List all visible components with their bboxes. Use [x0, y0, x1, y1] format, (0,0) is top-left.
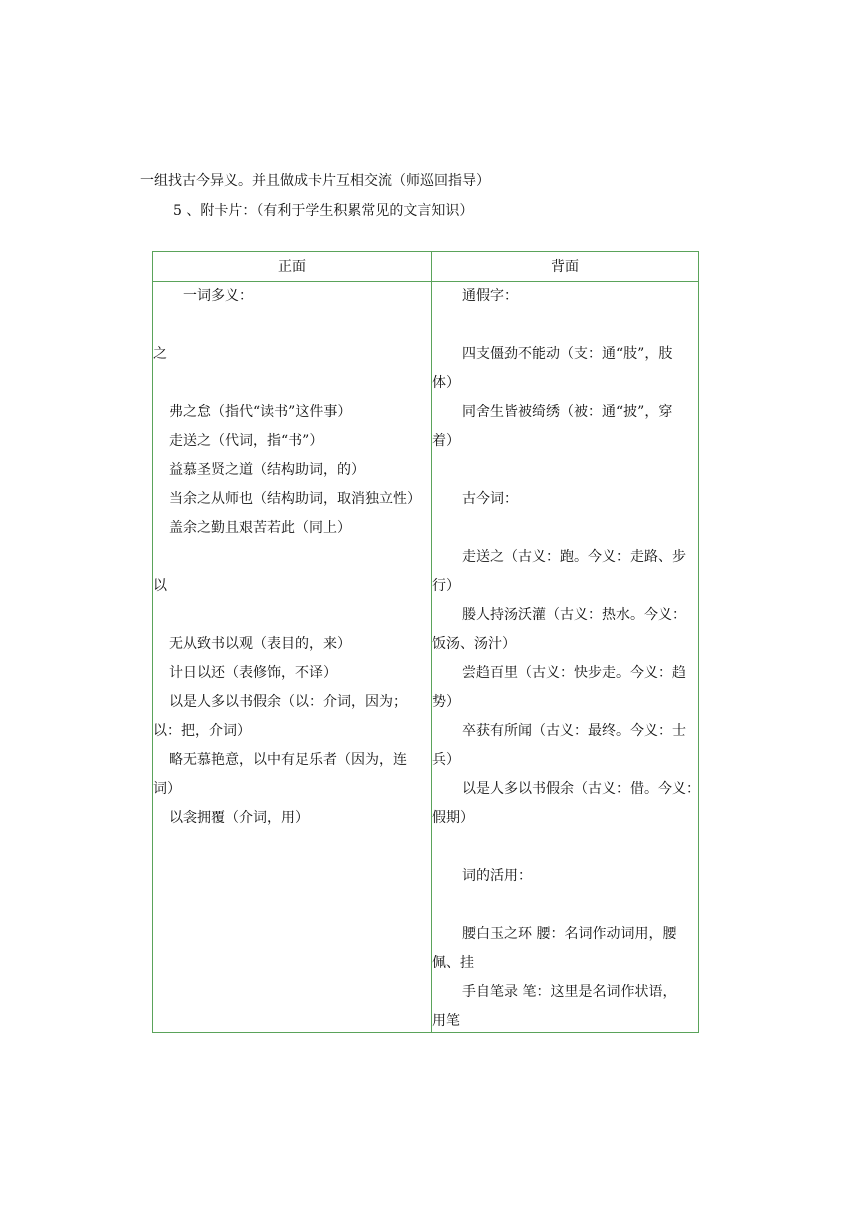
yi-item: 以是人多以书假余（以：介词，因为；	[169, 694, 407, 710]
zhi-item: 当余之从师也（结构助词，取消独立性）	[169, 491, 421, 507]
gujin-item: 尝趋百里（古义：快步走。今义：趋	[462, 665, 686, 681]
gujin-item-continued: 假期）	[432, 810, 474, 826]
yi-label: 以	[153, 578, 167, 594]
gujin-item-continued: 兵）	[432, 752, 460, 768]
header-back: 背面	[551, 259, 579, 275]
gujin-item-continued: 行）	[432, 578, 460, 594]
tongjia-item-continued: 着）	[432, 433, 460, 449]
yi-item: 以衾拥覆（介词，用）	[169, 810, 309, 826]
yi-item: 无从致书以观（表目的，来）	[169, 636, 351, 652]
gujin-item-continued: 势）	[432, 694, 460, 710]
zhi-item: 走送之（代词，指“书”）	[169, 433, 324, 449]
tongjia-item-continued: 体）	[432, 375, 460, 391]
huoyong-item: 腰白玉之环 腰：名词作动词用，腰	[462, 926, 677, 942]
huoyong-item-continued: 用笔	[432, 1013, 460, 1029]
back-column	[432, 282, 698, 1032]
gujin-item: 卒获有所闻（古义：最终。今义：士	[462, 723, 686, 739]
huoyong-item: 手自笔录 笔：这里是名词作状语，	[462, 984, 677, 1000]
huoyong-item-continued: 佩、挂	[432, 955, 474, 971]
gujin-item-continued: 饭汤、汤汁）	[432, 636, 516, 652]
polysemy-heading: 一词多义：	[183, 288, 253, 304]
yi-item-continued: 以：把，介词）	[153, 723, 251, 739]
intro-line: 一组找古今异义。并且做成卡片互相交流（师巡回指导）	[140, 173, 490, 189]
zhi-item: 盖余之勤且艰苦若此（同上）	[169, 520, 351, 536]
yi-item: 略无慕艳意，以中有足乐者（因为，连	[169, 752, 407, 768]
header-front: 正面	[278, 259, 306, 275]
zhi-item: 弗之怠（指代“读书”这件事）	[169, 404, 352, 420]
huoyong-heading: 词的活用：	[462, 868, 532, 884]
tongjia-item: 四支僵劲不能动（支：通“肢”，肢	[462, 346, 673, 362]
yi-item-continued: 词）	[153, 781, 181, 797]
table-header-row	[153, 252, 698, 282]
yi-item: 计日以还（表修饰，不译）	[169, 665, 337, 681]
card-table	[152, 251, 699, 1033]
zhi-item: 益慕圣贤之道（结构助词，的）	[169, 462, 365, 478]
tongjia-item: 同舍生皆被绮绣（被：通“披”，穿	[462, 404, 673, 420]
gujin-item: 以是人多以书假余（古义：借。今义：	[462, 781, 700, 797]
gujin-heading: 古今词：	[462, 491, 518, 507]
gujin-item: 媵人持汤沃灌（古义：热水。今义：	[462, 607, 686, 623]
gujin-item: 走送之（古义：跑。今义：走路、步	[462, 549, 686, 565]
front-column	[153, 282, 431, 1032]
tongjia-heading: 通假字：	[462, 288, 518, 304]
zhi-label: 之	[153, 346, 167, 362]
card-note: 5 、附卡片：（有利于学生积累常见的文言知识）	[173, 203, 474, 219]
